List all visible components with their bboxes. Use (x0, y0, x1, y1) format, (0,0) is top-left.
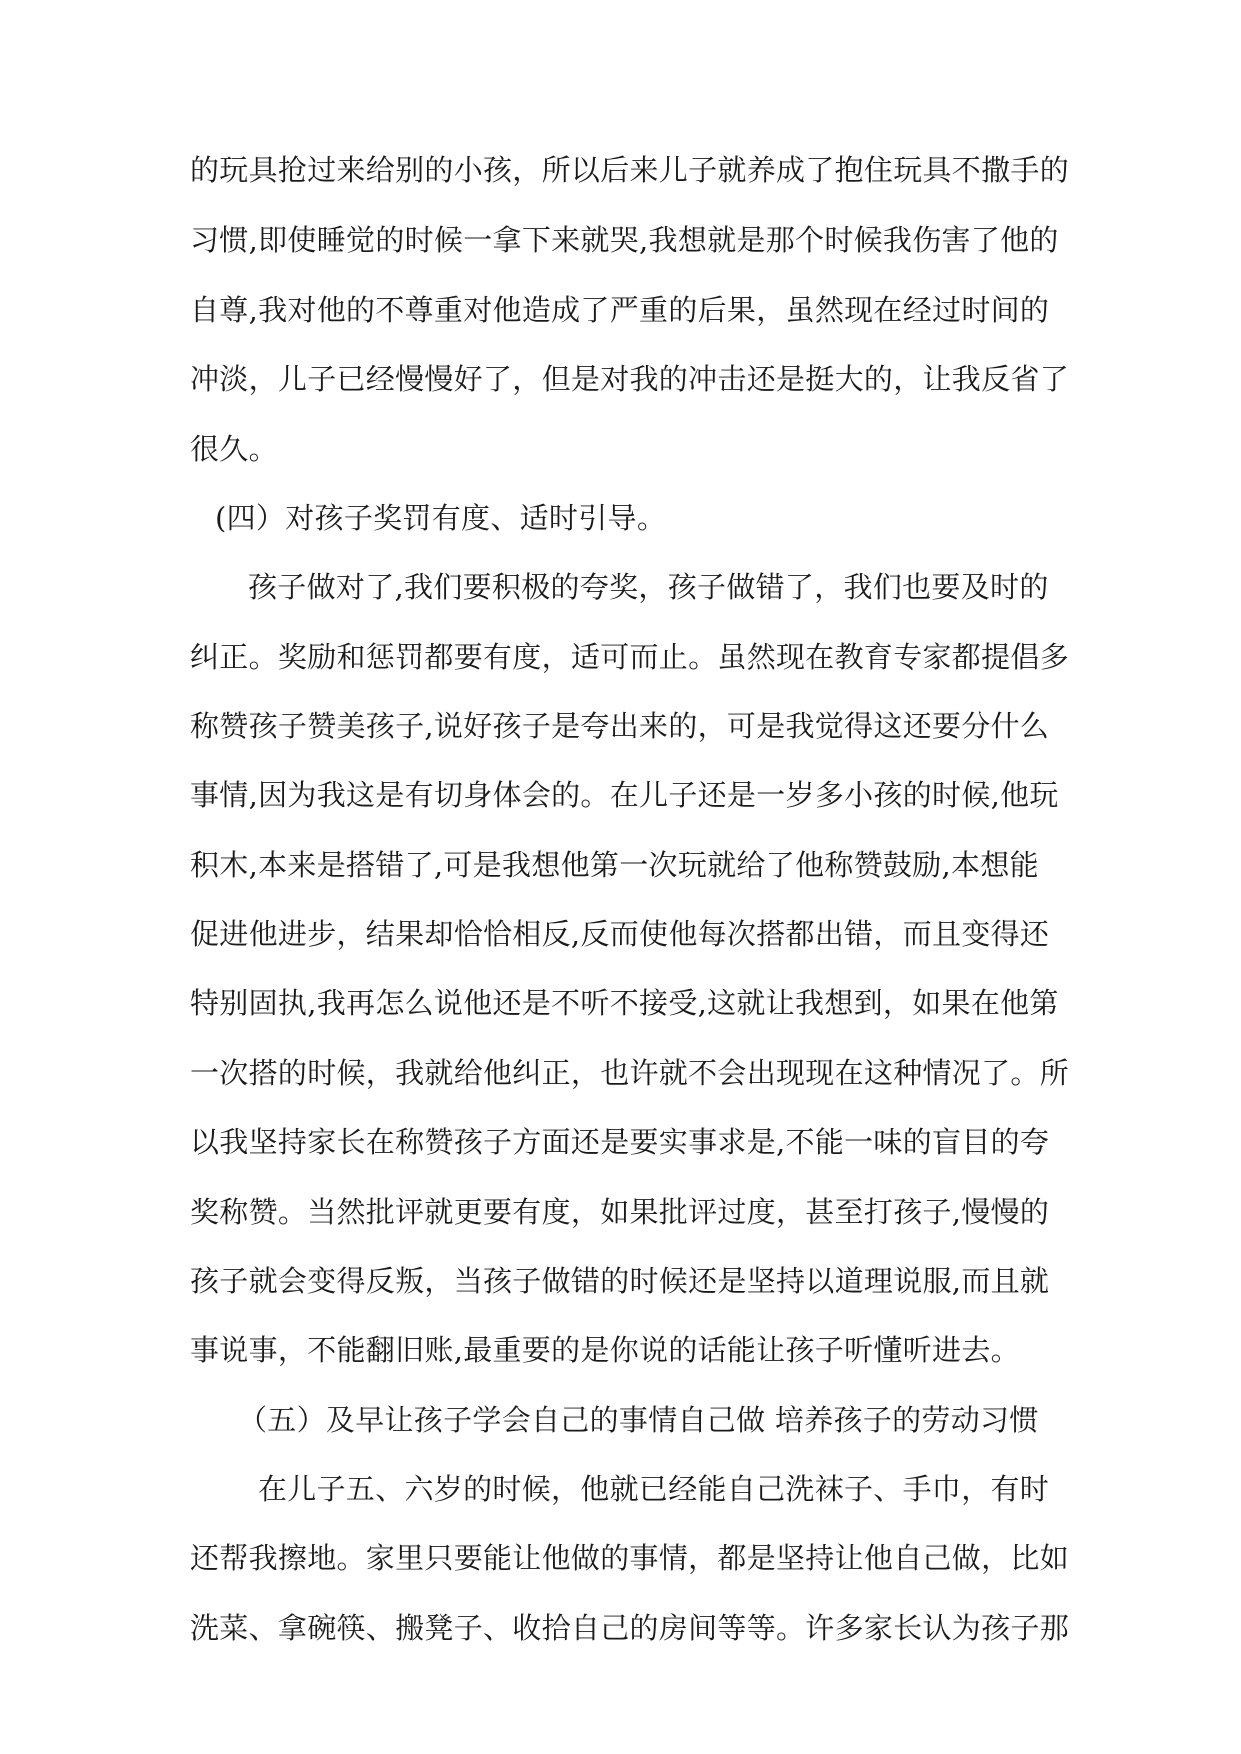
text-line: 事说事，不能翻旧账,最重要的是你说的话能让孩子听懂听进去。 (190, 1333, 1020, 1367)
paragraph-start-line: 孩子做对了,我们要积极的夸奖，孩子做错了，我们也要及时的 (248, 570, 1049, 604)
text-line: 冲淡，儿子已经慢慢好了，但是对我的冲击还是挺大的，让我反省了 (190, 362, 1070, 396)
text-line: 很久。 (190, 432, 278, 466)
text-line: 以我坚持家长在称赞孩子方面还是要实事求是,不能一味的盲目的夸 (190, 1125, 1050, 1159)
text-line: 的玩具抢过来给别的小孩，所以后来儿子就养成了抱住玩具不撒手的 (190, 153, 1070, 187)
text-line: 习惯,即使睡觉的时候一拿下来就哭,我想就是那个时候我伤害了他的 (190, 223, 1059, 257)
text-line: 还帮我擦地。家里只要能让他做的事情，都是坚持让他自己做，比如 (190, 1541, 1070, 1575)
section-heading-5: （五）及早让孩子学会自己的事情自己做 培养孩子的劳动习惯 (238, 1403, 1039, 1437)
paragraph-start-line: 在儿子五、六岁的时候，他就已经能自己洗袜子、手巾，有时 (258, 1472, 1050, 1506)
section-heading-4: (四）对孩子奖罚有度、适时引导。 (215, 501, 667, 535)
text-line: 自尊,我对他的不尊重对他造成了严重的后果，虽然现在经过时间的 (190, 293, 1050, 327)
text-line: 事情,因为我这是有切身体会的。在儿子还是一岁多小孩的时候,他玩 (190, 778, 1059, 812)
text-line: 特别固执,我再怎么说他还是不听不接受,这就让我想到，如果在他第 (190, 986, 1059, 1020)
text-line: 一次搭的时候，我就给他纠正，也许就不会出现现在这种情况了。所 (190, 1056, 1070, 1090)
text-line: 孩子就会变得反叛，当孩子做错的时候还是坚持以道理说服,而且就 (190, 1264, 1050, 1298)
text-line: 称赞孩子赞美孩子,说好孩子是夸出来的，可是我觉得这还要分什么 (190, 709, 1050, 743)
text-line: 洗菜、拿碗筷、搬凳子、收拾自己的房间等等。许多家长认为孩子那 (190, 1611, 1070, 1645)
text-line: 积木,本来是搭错了,可是我想他第一次玩就给了他称赞鼓励,本想能 (190, 848, 1039, 882)
text-line: 奖称赞。当然批评就更要有度，如果批评过度，甚至打孩子,慢慢的 (190, 1195, 1050, 1229)
text-line: 纠正。奖励和惩罚都要有度，适可而止。虽然现在教育专家都提倡多 (190, 640, 1070, 674)
text-line: 促进他进步，结果却恰恰相反,反而使他每次搭都出错，而且变得还 (190, 917, 1050, 951)
